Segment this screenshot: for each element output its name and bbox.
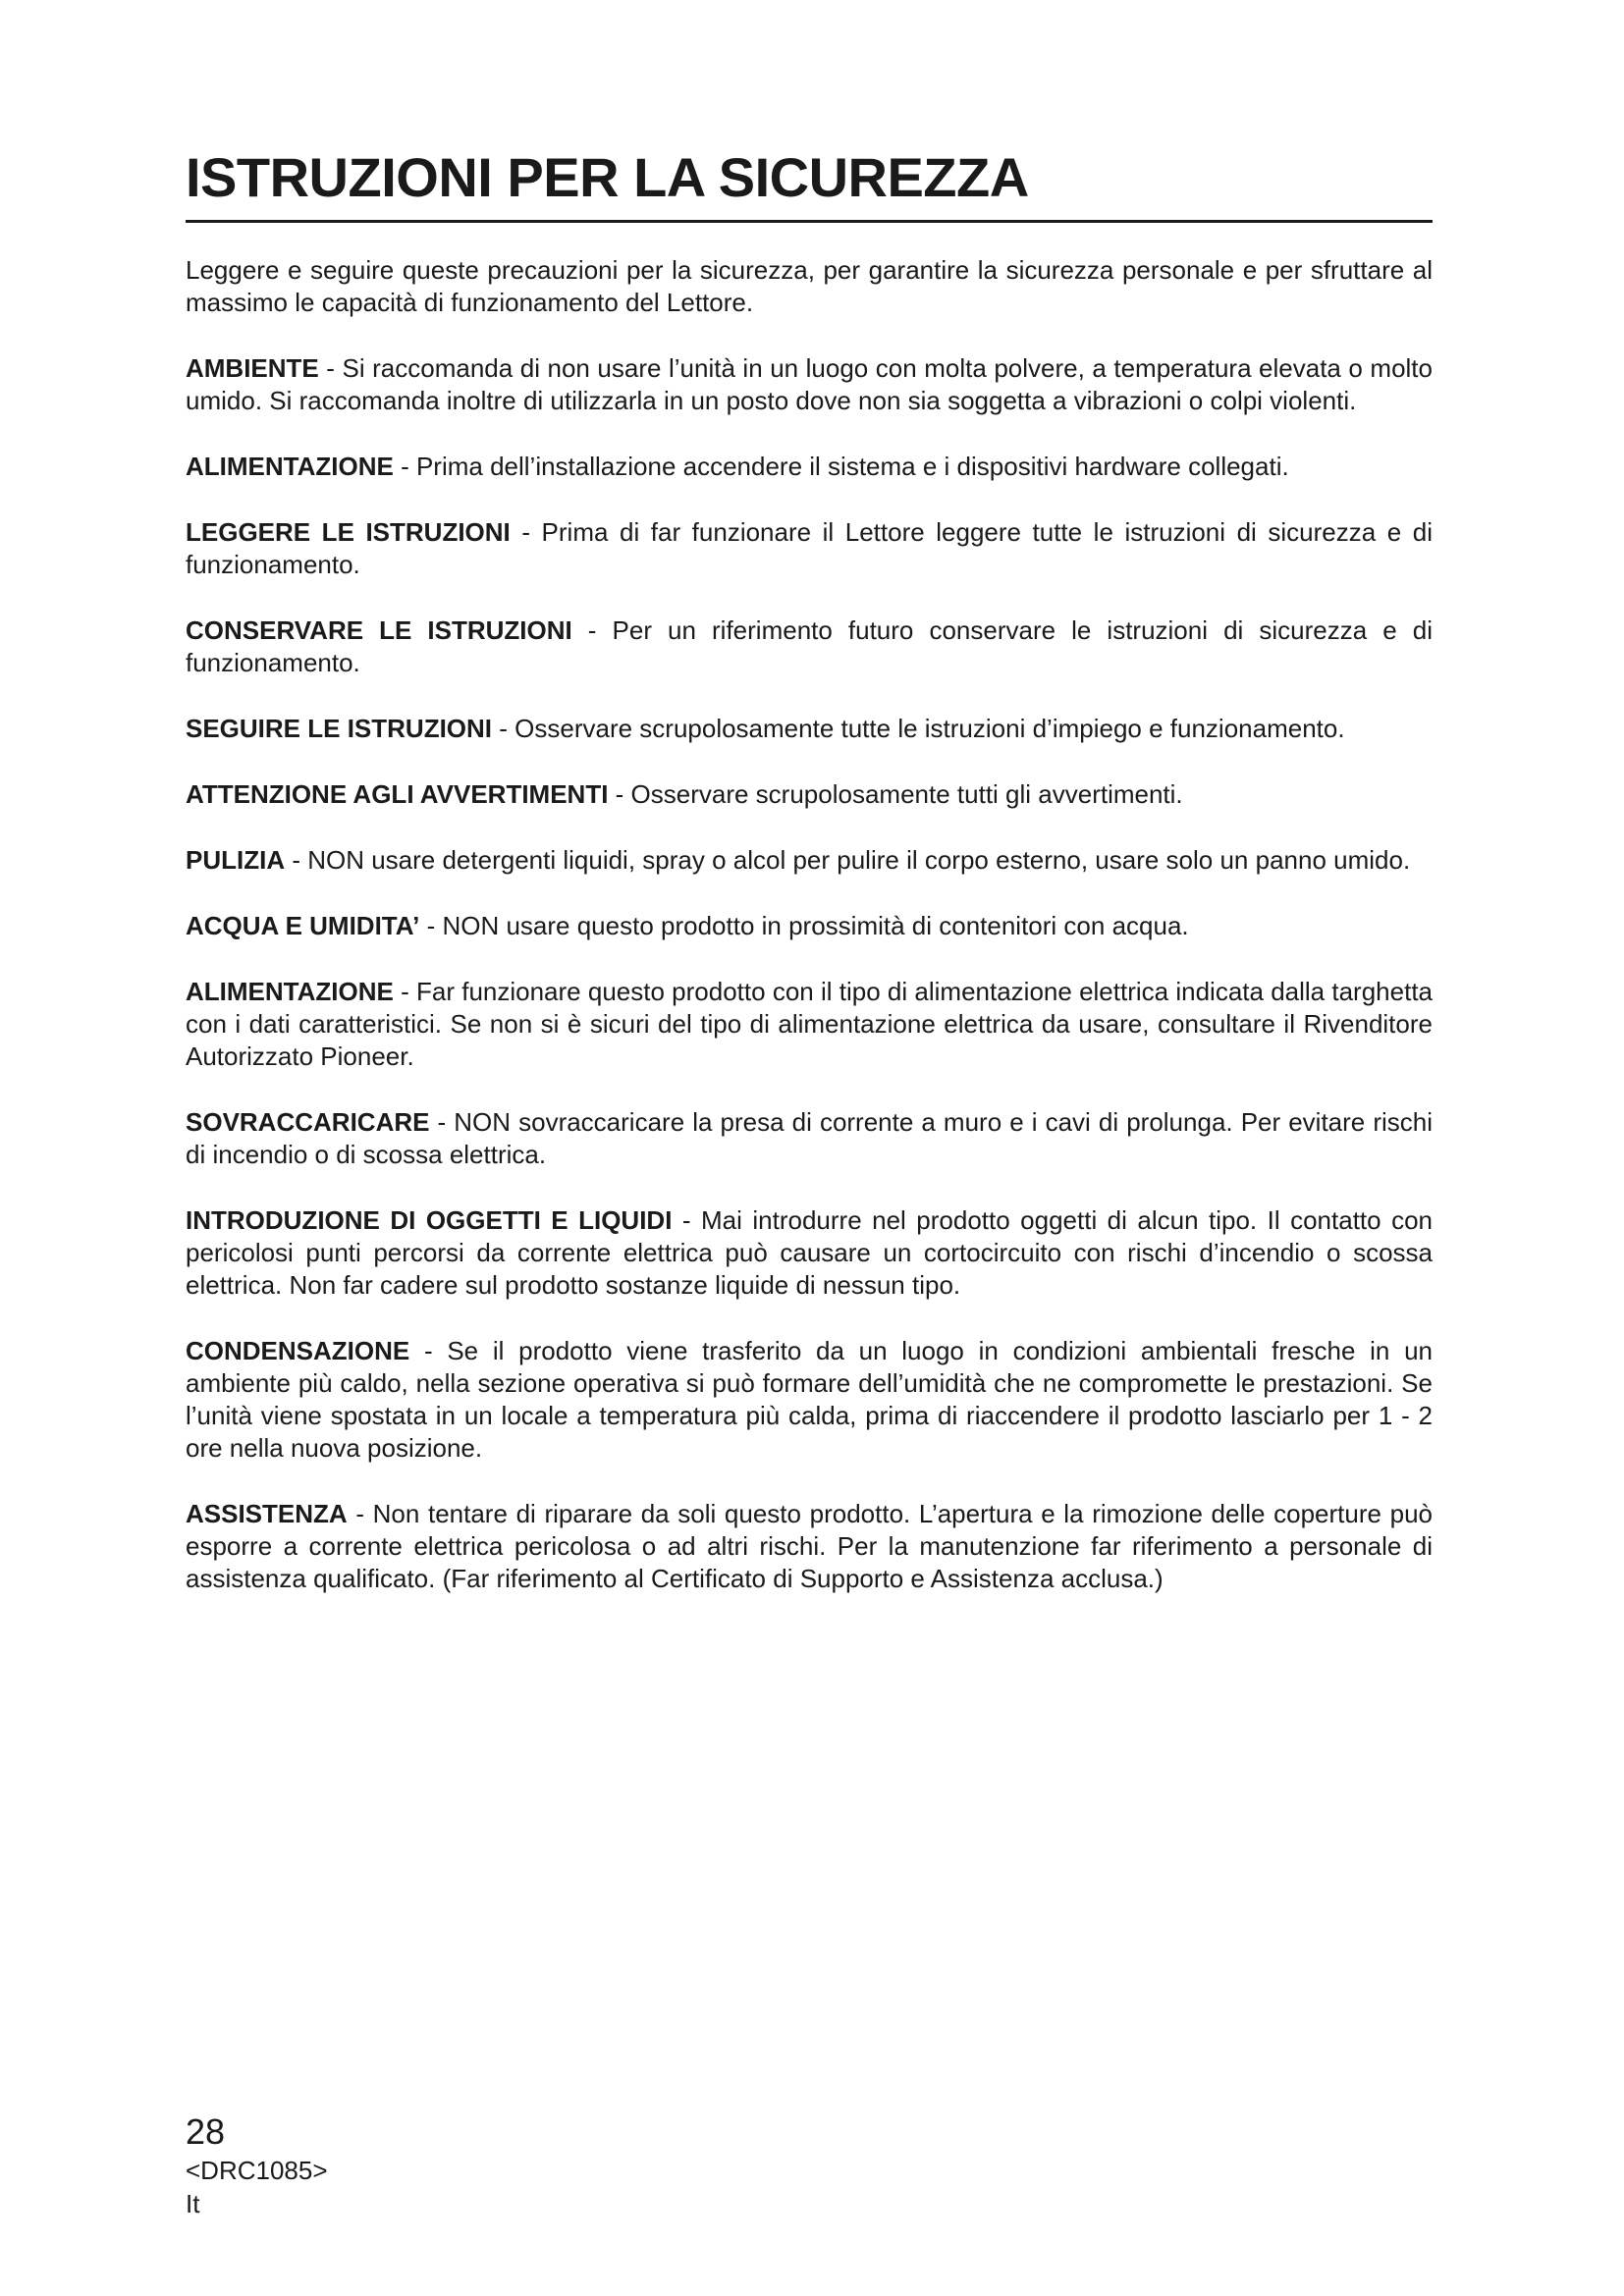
page-number: 28 [186, 2111, 226, 2152]
section-text: - NON sovraccaricare la presa di corrente a muro e i cavi di prolunga. Per evitare rischi di incendio o di scossa elettrica. [186, 1107, 1433, 1169]
section-text: - Prima dell’installazione accendere il sistema e i dispositivi hardware collegati. [393, 452, 1289, 481]
language-code: It [186, 2189, 200, 2218]
section-pulizia [186, 844, 1433, 877]
section-term: AMBIENTE [186, 353, 319, 383]
section-term: SEGUIRE LE ISTRUZIONI [186, 714, 493, 743]
section-text: - Non tentare di riparare da soli questo prodotto. L’apertura e la rimozione delle coperture può esporre a corrente elettrica pericolosa o ad altri rischi. Per la manutenzione far riferimento a personale di assistenza qualificato. (Far riferimento al Certificato di Supporto e Assistenza acclusa.) [186, 1499, 1433, 1593]
section-leggere-istruzioni [186, 516, 1433, 581]
section-text: - Si raccomanda di non usare l’unità in un luogo con molta polvere, a temperatura elevata o molto umido. Si raccomanda inoltre di utilizzarla in un posto dove non sia soggetta a vibrazioni o colpi violenti. [186, 353, 1433, 415]
section-term: ALIMENTAZIONE [186, 452, 394, 481]
section-term: INTRODUZIONE DI OGGETTI E LIQUIDI [186, 1205, 673, 1235]
section-term: SOVRACCARICARE [186, 1107, 430, 1137]
section-text: - Osservare scrupolosamente tutti gli avvertimenti. [608, 779, 1183, 809]
section-attenzione-avvertimenti [186, 778, 1433, 811]
section-conservare-istruzioni [186, 614, 1433, 679]
section-condensazione [186, 1335, 1433, 1465]
model-code: <DRC1085> [186, 2156, 328, 2185]
section-term: PULIZIA [186, 845, 286, 875]
section-term: CONSERVARE LE ISTRUZIONI [186, 615, 572, 645]
section-term: CONDENSAZIONE [186, 1336, 410, 1365]
section-alimentazione-1 [186, 451, 1433, 483]
intro-paragraph: Leggere e seguire queste precauzioni per la sicurezza, per garantire la sicurezza personale e per sfruttare al massimo le capacità di funzionamento del Lettore. [186, 255, 1433, 317]
section-acqua-umidita [186, 910, 1433, 942]
section-text: - Far funzionare questo prodotto con il tipo di alimentazione elettrica indicata dalla targhetta con i dati caratteristici. Se non si è sicuri del tipo di alimentazione elettrica da usare, consultare il Rivenditore Autorizzato Pioneer. [186, 977, 1433, 1071]
section-text: - Prima di far funzionare il Lettore leggere tutte le istruzioni di sicurezza e di funzionamento. [186, 517, 1433, 579]
section-alimentazione-2 [186, 976, 1433, 1073]
section-text: - NON usare questo prodotto in prossimità di contenitori con acqua. [419, 911, 1189, 940]
section-term: LEGGERE LE ISTRUZIONI [186, 517, 511, 547]
page-title: ISTRUZIONI PER LA SICUREZZA [186, 146, 1029, 208]
section-term: ATTENZIONE AGLI AVVERTIMENTI [186, 779, 609, 809]
section-term: ACQUA E UMIDITA’ [186, 911, 420, 940]
section-assistenza [186, 1498, 1433, 1595]
section-ambiente [186, 352, 1433, 417]
section-text: - Per un riferimento futuro conservare le istruzioni di sicurezza e di funzionamento. [186, 615, 1433, 677]
document-body [186, 254, 1433, 1629]
section-term: ASSISTENZA [186, 1499, 348, 1528]
section-text: - Osservare scrupolosamente tutte le istruzioni d’impiego e funzionamento. [492, 714, 1345, 743]
section-text: - Mai introdurre nel prodotto oggetti di alcun tipo. Il contatto con pericolosi punti percorsi da corrente elettrica può causare un cortocircuito con rischi d’incendio o scossa elettrica. Non far cadere sul prodotto sostanze liquide di nessun tipo. [186, 1205, 1433, 1300]
title-divider [186, 220, 1433, 223]
page-footer [186, 2110, 328, 2220]
section-sovraccaricare [186, 1106, 1433, 1171]
section-seguire-istruzioni [186, 713, 1433, 745]
section-introduzione-oggetti [186, 1204, 1433, 1302]
section-term: ALIMENTAZIONE [186, 977, 394, 1006]
section-text: - Se il prodotto viene trasferito da un luogo in condizioni ambientali fresche in un ambiente più caldo, nella sezione operativa si può formare dell’umidità che ne compromette le prestazioni. Se l’unità viene spostata in un locale a temperatura più calda, prima di riaccendere il prodotto lasciarlo per 1 - 2 ore nella nuova posizione. [186, 1336, 1433, 1463]
section-text: - NON usare detergenti liquidi, spray o alcol per pulire il corpo esterno, usare solo un panno umido. [285, 845, 1411, 875]
